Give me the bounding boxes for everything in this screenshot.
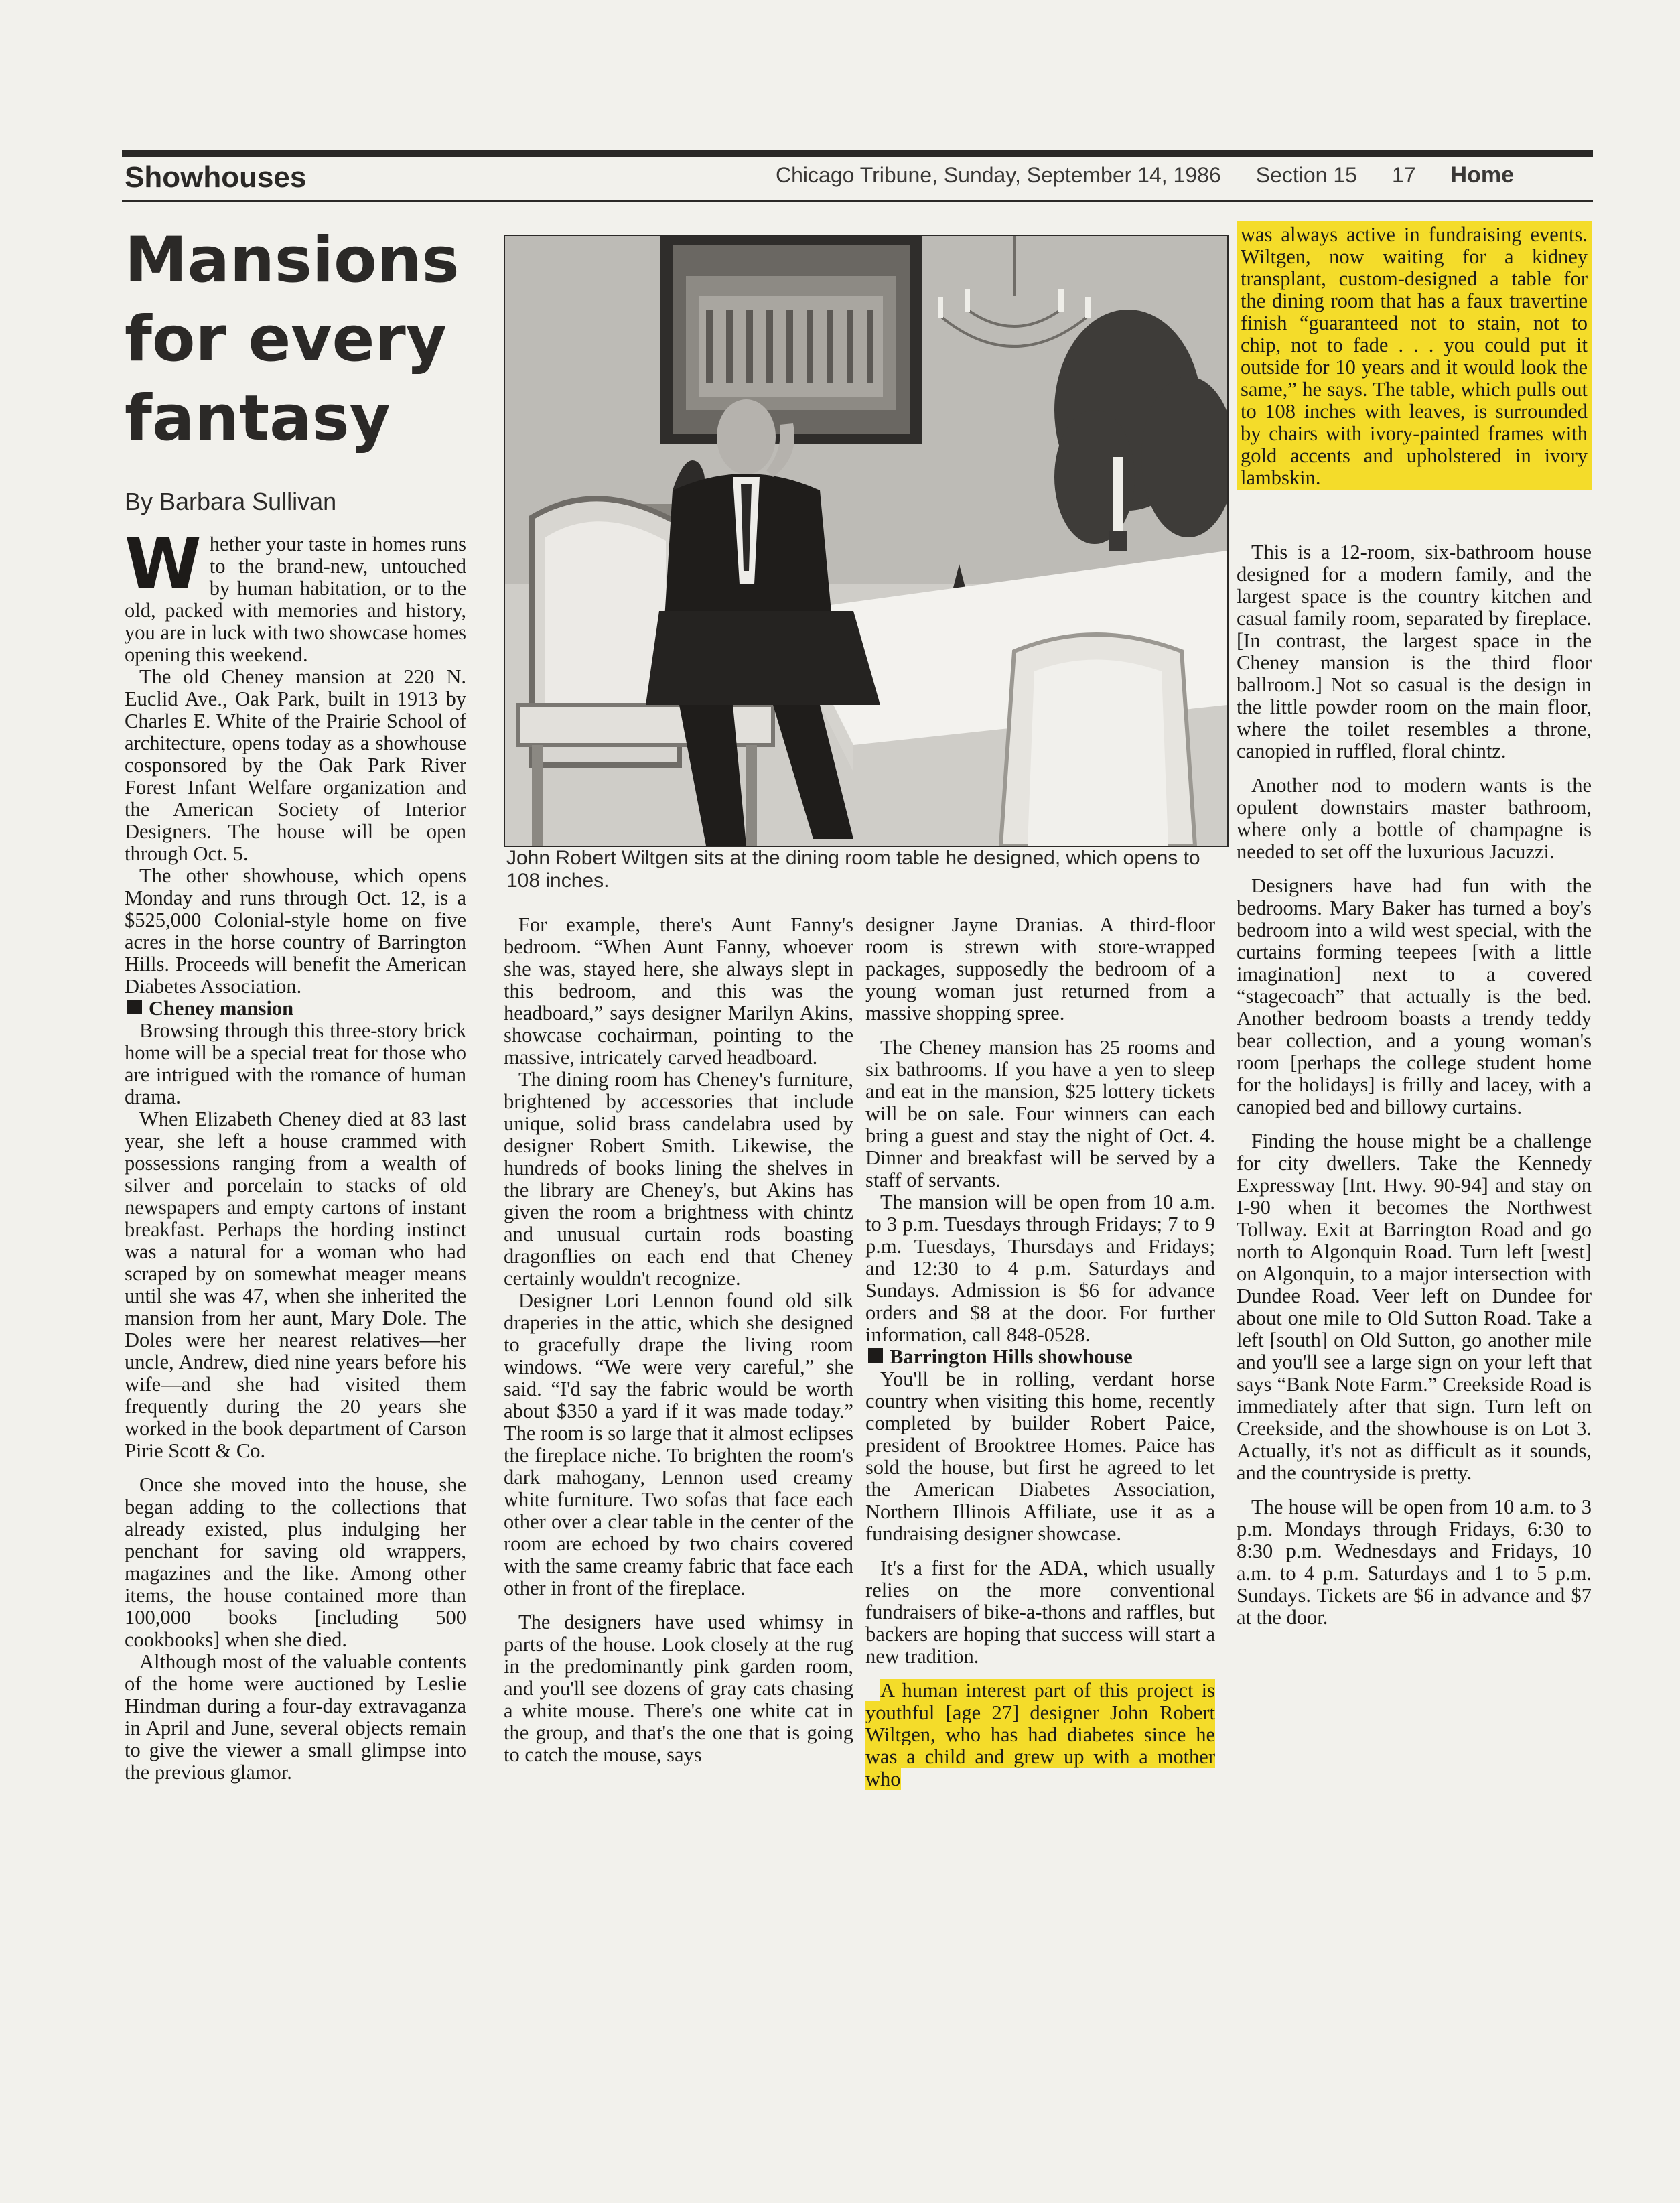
paragraph: Finding the house might be a challenge for city dwellers. Take the Kennedy Expressway [Int. Hwy. 90-94] and stay on I-90 when it becomes the Northwest Tollway. Exit at Barrington Road and go north to Algonquin Road. Turn left [west] on Algonquin, to a major intersection with Dundee Road. Veer left on Dundee for about one mile to Old Sutton Road. Take a left [south] on Old Sutton, go another mile and you'll see a large sign on your left that says “Bank Note Farm.” Creekside Road is immediately after that sign. Turn left on Creekside, and the showhouse is on Lot 3. Actually, it's not as difficult as it sounds, and the countryside is pretty. <box>1237 1130 1592 1484</box>
article-column-4-highlight <box>1237 221 1592 490</box>
photo-caption: John Robert Wiltgen sits at the dining room table he designed, which opens to 108 inches. <box>506 847 1200 892</box>
drop-cap: W <box>125 523 202 605</box>
yellow-highlight: A human interest part of this project is youthful [age 27] designer John Robert Wiltgen, who has had diabetes since he was a child and grew up with a mother who <box>865 1679 1215 1790</box>
paragraph: Browsing through this three-story brick home will be a special treat for those who are intrigued with the romance of human drama. <box>125 1019 466 1108</box>
subhead: Barrington Hills showhouse <box>865 1346 1215 1368</box>
paragraph: Designer Lori Lennon found old silk draperies in the attic, which she designed to gracefully drape the living room windows. “We were very careful,” she said. “I'd say the fabric would be worth about $350 a yard if it was made today.” The room is so large that it almost eclipses the fireplace niche. To brighten the room's dark mahogany, Lennon used creamy white furniture. Two sofas that face each other over a clear table in the center of the room are echoed by two chairs covered with the same creamy fabric that face each other in front of the fireplace. <box>504 1289 853 1599</box>
headline-line: for every <box>125 303 447 376</box>
article-column-3 <box>865 914 1215 1790</box>
yellow-highlight: was always active in fundraising events. Wiltgen, now waiting for a kidney transplant, custom-designed a table for the dining room that has a faux travertine finish “guaranteed not to stain, not to chip, not to fade . . . you could put it outside for 10 years and it would look the same,” he says. The table, which pulls out to 108 inches with leaves, is surrounded by chairs with ivory-painted frames with gold accents and upholstered in ivory lambskin. <box>1237 221 1592 490</box>
byline: By Barbara Sullivan <box>125 488 337 515</box>
paragraph: For example, there's Aunt Fanny's bedroom. “When Aunt Fanny, whoever she was, stayed here, she always slept in this bedroom, and this was the headboard,” says designer Marilyn Akins, showcase cochairman, pointing to the massive, intricately carved headboard. <box>504 913 853 1069</box>
headline <box>125 221 486 458</box>
category-label: Home <box>1450 162 1515 188</box>
paragraph: When Elizabeth Cheney died at 83 last year, she left a house crammed with possessions ranging from a wealth of silver and porcelain to stacks of old newspapers and empty cartons of instant breakfast. Perhaps the hording instinct was a natural for a woman who had scraped by on somewhat meager means until she was 47, when she inherited the mansion from her aunt, Mary Dole. The Doles were her nearest relatives—her uncle, Andrew, died nine years before his wife—and she had visited them frequently during the 20 years she worked in the book department of Carson Pirie Scott & Co. <box>125 1108 466 1462</box>
paragraph: The other showhouse, which opens Monday and runs through Oct. 12, is a $525,000 Colonial-style home on five acres in the horse country of Barrington Hills. Proceeds will benefit the American Diabetes Association. <box>125 864 466 998</box>
article-column-4 <box>1237 541 1592 1629</box>
paragraph: The Cheney mansion has 25 rooms and six bathrooms. If you have a yen to sleep and eat in the mansion, $25 lottery tickets will be on sale. Four winners can each bring a guest and stay the night of Oct. 4. Dinner and breakfast will be served by a staff of servants. <box>865 1036 1215 1191</box>
paragraph: The designers have used whimsy in parts of the house. Look closely at the rug in the predominantly pink garden room, and you'll see dozens of gray cats chasing a white mouse. There's one white cat in the group, and that's the one that is going to catch the mouse, says <box>504 1611 853 1766</box>
headline-line: fantasy <box>125 382 391 455</box>
paragraph: The mansion will be open from 10 a.m. to 3 p.m. Tuesdays through Fridays; 7 to 9 p.m. Tuesdays, Thursdays and Fridays; and 12:30 to 4 p.m. Saturdays and Sundays. Admission is $6 for advance orders and $8 at the door. For further information, call 848-0528. <box>865 1191 1215 1346</box>
highlighted-paragraph <box>865 1680 1215 1790</box>
paragraph: Designers have had fun with the bedrooms. Mary Baker has turned a boy's bedroom into a wild west special, with the curtains forming teepees [with a little imagination] next to a covered “stagecoach” that actually is the bed. Another bedroom boasts a trendy teddy bear collection, and a young woman's room [perhaps the college student home for the holidays] is frilly and lacey, with a canopied bed and billowy curtains. <box>1237 874 1592 1118</box>
newspaper-dateline: Chicago Tribune, Sunday, September 14, 1986 <box>776 163 1221 187</box>
subhead: Cheney mansion <box>125 998 466 1020</box>
header-underline <box>122 200 1593 202</box>
paragraph: Once she moved into the house, she began adding to the collections that already existed, plus indulging her penchant for saving old wrappers, magazines and the like. Among other items, the house contained more than 100,000 books [including 500 cookbooks] when she died. <box>125 1473 466 1651</box>
page-number: 17 <box>1391 163 1416 187</box>
paragraph: Whether your taste in homes runs to the brand-new, untouched by human habitation, or to the old, packed with memories and history, you are in luck with two showcase homes opening this weekend. <box>125 523 466 666</box>
paragraph: The house will be open from 10 a.m. to 3 p.m. Mondays through Fridays, 6:30 to 8:30 p.m. Wednesdays and Fridays, 10 a.m. to 4 p.m. Saturdays and 1 to 5 p.m. Sundays. Tickets are $6 in advance and $7 at the door. <box>1237 1495 1592 1629</box>
paragraph: Although most of the valuable contents of the home were auctioned by Leslie Hindman during a four-day extravaganza in April and June, several objects remain to give the viewer a small glimpse into the previous glamor. <box>125 1650 466 1784</box>
header-rule <box>122 150 1593 157</box>
paragraph: It's a first for the ADA, which usually relies on the more conventional fundraisers of bike-a-thons and raffles, but backers are hoping that success will start a new tradition. <box>865 1556 1215 1668</box>
paragraph: You'll be in rolling, verdant horse country when visiting this home, recently completed by builder Robert Paice, president of Brooktree Homes. Paice has sold the house, but first he agreed to let the American Diabetes Association, Northern Illinois Affiliate, use it as a fundraising designer showcase. <box>865 1367 1215 1545</box>
article-column-1 <box>125 523 466 1784</box>
paragraph: The dining room has Cheney's furniture, brightened by accessories that include unique, solid brass candelabra used by designer Robert Smith. Likewise, the hundreds of books lining the shelves in the library are Cheney's, but Akins has given the room a brightness with chintz and unusual curtain rods boasting dragonflies on each end that Cheney certainly wouldn't recognize. <box>504 1068 853 1290</box>
section-name: Showhouses <box>125 161 307 194</box>
article-photo <box>504 235 1229 847</box>
paragraph: designer Jayne Dranias. A third-floor room is strewn with store-wrapped packages, supposedly the bedroom of a young woman just returned from a massive shopping spree. <box>865 913 1215 1024</box>
paragraph: Another nod to modern wants is the opulent downstairs master bathroom, where only a bottle of champagne is needed to set off the luxurious Jacuzzi. <box>1237 774 1592 863</box>
square-bullet-icon <box>127 1000 142 1014</box>
section-number: Section 15 <box>1255 163 1357 187</box>
headline-line: Mansions <box>125 224 460 297</box>
article-column-2 <box>504 914 853 1766</box>
square-bullet-icon <box>868 1348 883 1363</box>
paragraph: The old Cheney mansion at 220 N. Euclid Ave., Oak Park, built in 1913 by Charles E. White of the Prairie School of architecture, opens today as a showhouse cosponsored by the Oak Park River Forest Infant Welfare organization and the American Society of Interior Designers. The house will be open through Oct. 5. <box>125 665 466 865</box>
paragraph: This is a 12-room, six-bathroom house designed for a modern family, and the largest space is the country kitchen and casual family room, separated by fireplace. [In contrast, the largest space in the Cheney mansion is the third floor ballroom.] Not so casual is the design in the little powder room on the main floor, where the toilet resembles a throne, canopied in ruffled, floral chintz. <box>1237 541 1592 762</box>
masthead <box>776 162 1514 188</box>
